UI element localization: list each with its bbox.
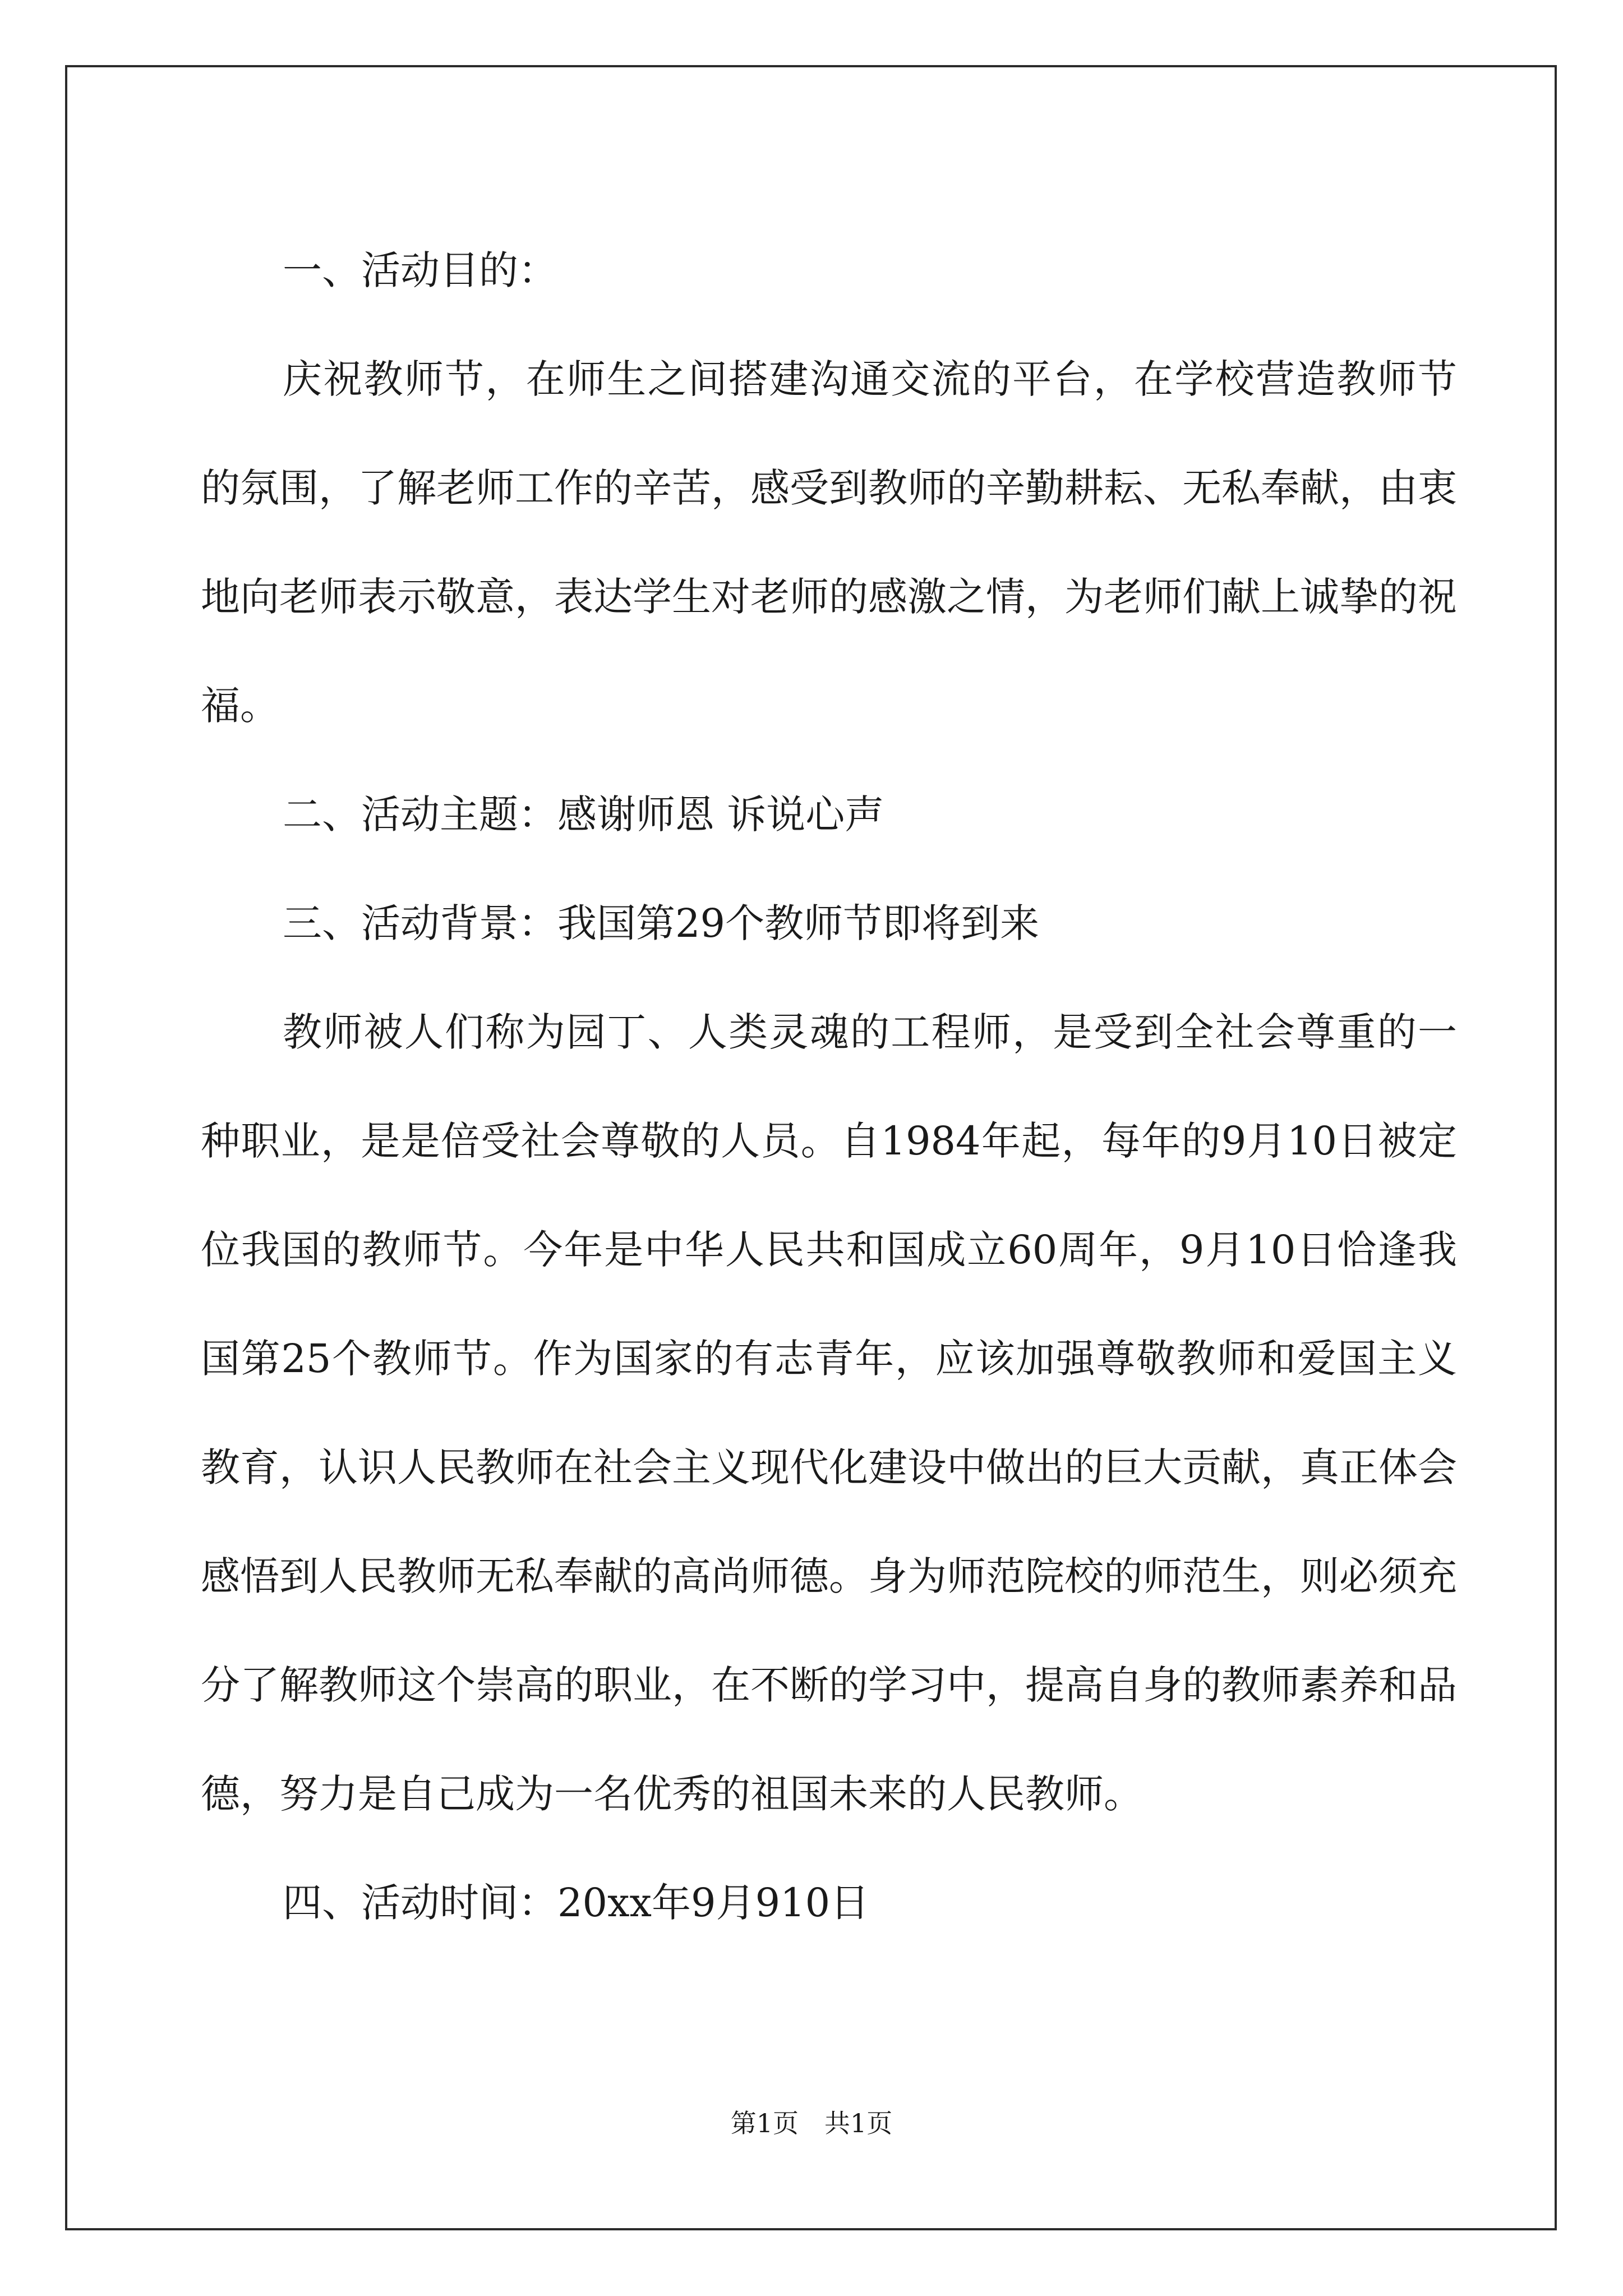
page-footer: 第1页 共1页: [730, 2108, 893, 2138]
section-heading-time: 四、活动时间：20xx年9月910日: [283, 1880, 870, 1926]
paragraph-purpose: 庆祝教师节，在师生之间搭建沟通交流的平台，在学校营造教师节的氛围，了解老师工作的辛苦，感受到教师的辛勤耕耘、无私奉献，由衷地向老师表示敬意，表达学生对老师的感激之情，为老师们献上诚挚的祝福。: [201, 356, 1457, 729]
paragraph-background: 教师被人们称为园丁、人类灵魂的工程师，是受到全社会尊重的一种职业，是是倍受社会尊敬的人员。自1984年起，每年的9月10日被定位我国的教师节。今年是中华人民共和国成立60周年，9月10日恰逢我国第25个教师节。作为国家的有志青年，应该加强尊敬教师和爱国主义教育，认识人民教师在社会主义现代化建设中做出的巨大贡献，真正体会感悟到人民教师无私奉献的高尚师德。身为师范院校的师范生，则必须充分了解教师这个崇高的职业，在不断的学习中，提高自身的教师素养和品德，努力是自己成为一名优秀的祖国未来的人民教师。: [201, 1009, 1457, 1817]
section-heading-background: 三、活动背景：我国第29个教师节即将到来: [283, 900, 1040, 946]
document-body: [201, 216, 1457, 1957]
section-heading-purpose: 一、活动目的：: [283, 247, 557, 293]
section-heading-theme: 二、活动主题：感谢师恩 诉说心声: [283, 792, 884, 838]
